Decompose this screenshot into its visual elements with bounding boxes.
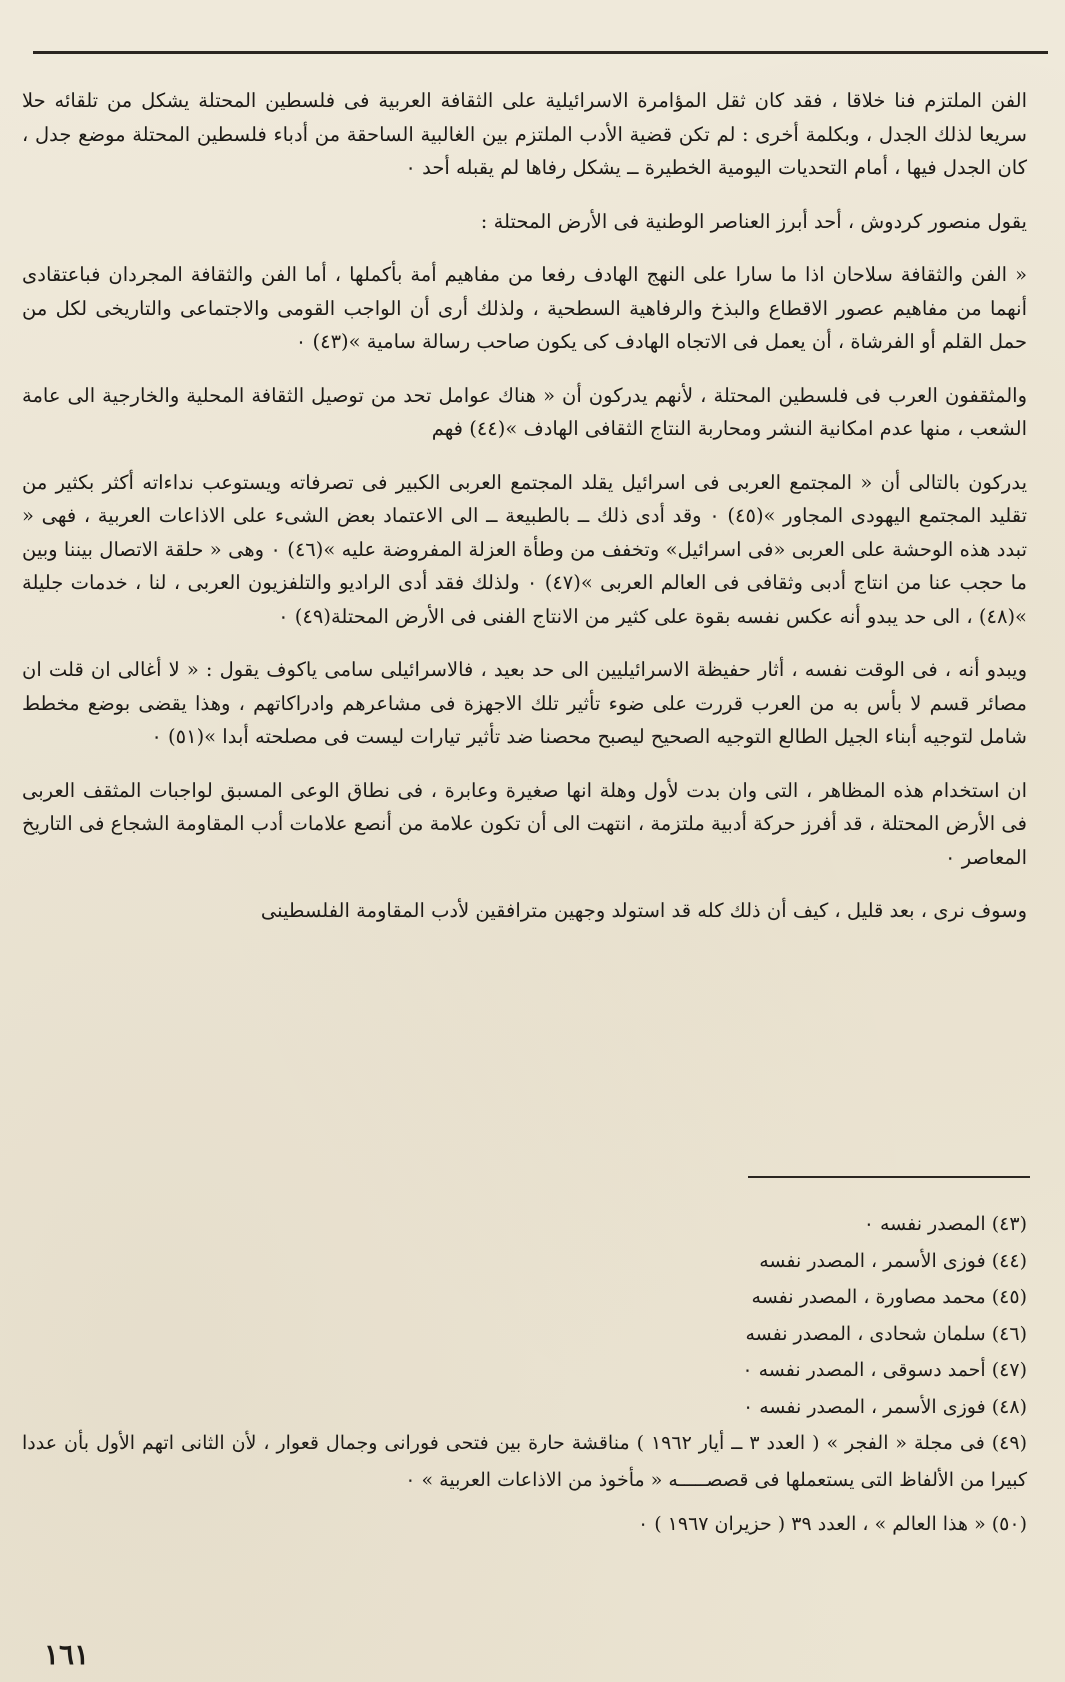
footnote: (٤٨) فوزى الأسمر ، المصدر نفسه ٠ — [742, 1395, 1027, 1418]
footnote: (٤٧) أحمد دسوقى ، المصدر نفسه ٠ — [742, 1359, 1027, 1381]
paragraph: وسوف نرى ، بعد قليل ، كيف أن ذلك كله قد استولد وجهين مترافقين لأدب المقاومة الفلسطينى — [260, 899, 1027, 922]
quote-paragraph: « الفن والثقافة سلاحان اذا ما سارا على النهج الهادف رفعا من مفاهيم أمة بأكملها ، أما الفن والثقافة المجردان فباعتقادى أنهما من مفاهيم عصور الاقطاع والبذخ والرفاهية السطحية ، ولذلك أرى أن الواجب القومى والاجتماعى والتاريخى لكل من حمل القلم أو الفرشاة ، أن يعمل فى الاتجاه الهادف كى يكون صاحب رسالة سامية »(٤٣) ٠ — [22, 263, 1027, 353]
footnote: (٥٠) « هذا العالم » ، العدد ٣٩ ( حزيران ١٩٦٧ ) ٠ — [637, 1513, 1027, 1535]
paragraph: والمثقفون العرب فى فلسطين المحتلة ، لأنهم يدركون أن « هناك عوامل تحد من توصيل الثقافة المحلية والخارجية الى عامة الشعب ، منها عدم امكانية النشر ومحاربة النتاج الثقافى الهادف »(٤٤) فهم — [22, 383, 1027, 440]
footnote: (٤٣) المصدر نفسه ٠ — [863, 1213, 1027, 1235]
paragraph: الفن الملتزم فنا خلاقا ، فقد كان ثقل المؤامرة الاسرائيلية على الثقافة العربية فى فلسطين المحتلة يشكل من تلقائه حلا سريعا لذلك الجدل ، وبكلمة أخرى : لم تكن قضية الأدب الملتزم بين الغالبية الساحقة من أدباء فلسطين المحتلة موضع جدل ، كان الجدل فيها ، أمام التحديات اليومية الخطيرة ــ يشكل رفاها لم يقبله أحد ٠ — [22, 89, 1027, 179]
page-number: ١٦١ — [44, 1638, 90, 1671]
footnote: (٤٩) فى مجلة « الفجر » ( العدد ٣ ــ أيار ١٩٦٢ ) مناقشة حارة بين فتحى فورانى وجمال قعوار ، لأن الثانى اتهم الأول بأن عددا كبيرا من الألفاظ التى يستعملها فى قصصـــــه « مأخوذ من الاذاعات العربية » ٠ — [22, 1432, 1027, 1491]
footnote: (٤٤) فوزى الأسمر ، المصدر نفسه — [759, 1249, 1027, 1272]
paragraph: يقول منصور كردوش ، أحد أبرز العناصر الوطنية فى الأرض المحتلة : — [480, 209, 1027, 233]
main-text — [22, 84, 1027, 948]
paragraph: يدركون بالتالى أن « المجتمع العربى فى اسرائيل يقلد المجتمع العربى الكبير فى تصرفاته ويستوعب نداءاته أكثر بكثير من تقليد المجتمع اليهودى المجاور »(٤٥) ٠ وقد أدى ذلك ــ بالطبيعة ــ الى الاعتماد بعض الشىء على الاذاعات العربية ، فهى « تبدد هذه الوحشة على العربى «فى اسرائيل» وتخفف من وطأة العزلة المفروضة عليه »(٤٦) ٠ وهى « حلقة الاتصال بيننا وبين ما حجب عنا من انتاج أدبى وثقافى فى العالم العربى »(٤٧) ٠ ولذلك فقد أدى الراديو والتلفزيون العربى ، لنا ، خدمات جليلة »(٤٨) ، الى حد يبدو أنه عكس نفسه بقوة على كثير من الانتاج الفنى فى الأرض المحتلة(٤٩) ٠ — [22, 470, 1028, 628]
header-rule — [33, 51, 1048, 54]
paragraph: ان استخدام هذه المظاهر ، التى وان بدت لأول وهلة انها صغيرة وعابرة ، فى نطاق الوعى المسبق لواجبات المثقف العربى فى الأرض المحتلة ، قد أفرز حركة أدبية ملتزمة ، انتهت الى أن تكون علامة من أنصع علامات أدب المقاومة الشجاع فى التاريخ المعاصر ٠ — [22, 778, 1027, 869]
footnote-rule — [748, 1176, 1030, 1178]
footnote: (٤٥) محمد مصاورة ، المصدر نفسه — [751, 1286, 1027, 1308]
footnote: (٤٦) سلمان شحادى ، المصدر نفسه — [745, 1322, 1027, 1345]
paragraph: ويبدو أنه ، فى الوقت نفسه ، أثار حفيظة الاسرائيليين الى حد بعيد ، فالاسرائيلى سامى ياكوف يقول : « لا أغالى ان قلت ان مصائر قسم لا بأس به من العرب قررت على ضوء تأثير تلك الاجهزة فى مشاعرهم وادراكاتهم ، وهذا يقضى بوضع مخطط شامل لتوجيه أبناء الجيل الطالع التوجيه الصحيح ليصبح محصنا ضد تأثير تيارات ليست فى مصلحته أبدا »(٥١) ٠ — [22, 658, 1027, 748]
footnotes — [22, 1206, 1027, 1543]
